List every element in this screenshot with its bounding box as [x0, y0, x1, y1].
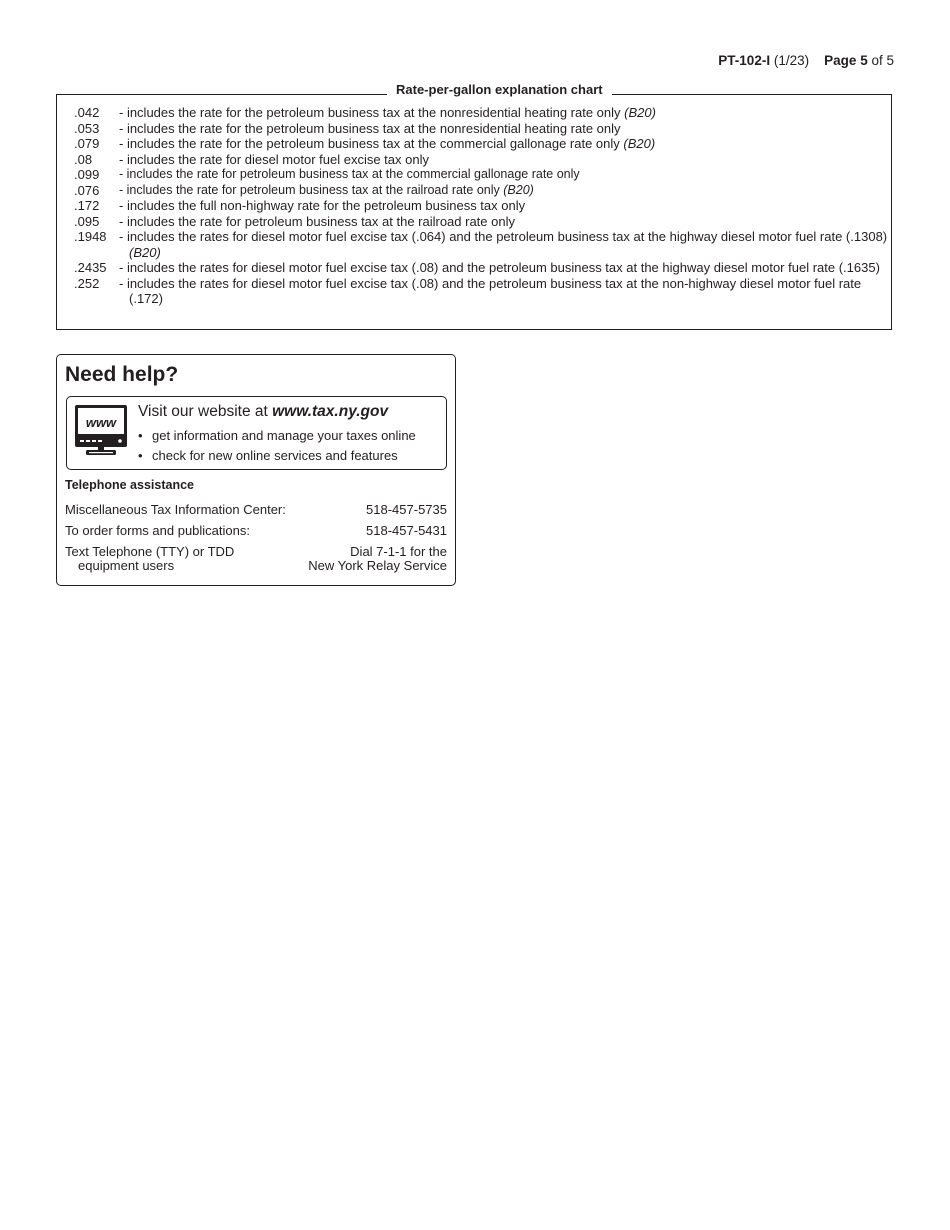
page-label: Page [824, 53, 857, 68]
tty-value-line1: Dial 7-1-1 for the [350, 544, 447, 559]
rate-value: .079 [74, 136, 100, 151]
need-help-title: Need help? [65, 363, 179, 386]
rate-description [119, 276, 891, 307]
contact-row-tty [65, 545, 447, 573]
rate-note: (B20) [503, 182, 534, 197]
rate-description-text: - includes the rate for the petroleum business tax at the nonresidential heating rate only [119, 105, 621, 120]
rate-description-text: - includes the rates for diesel motor fuel excise tax (.08) and the petroleum business tax at the non-highway diesel motor fuel rate (.172) [119, 275, 862, 306]
need-help-box [56, 354, 456, 586]
rate-value: .042 [74, 105, 100, 120]
contact-phone[interactable]: 518-457-5431 [366, 523, 447, 538]
rate-value: .1948 [74, 229, 107, 244]
website-bullets [138, 426, 416, 466]
website-box [66, 396, 447, 470]
rate-description [119, 198, 891, 214]
page-number: 5 [860, 53, 868, 68]
rate-row [57, 276, 891, 307]
rate-row [57, 229, 891, 260]
rate-description-text: - includes the rate for petroleum business tax at the commercial gallonage rate only [119, 167, 580, 181]
bullet-text: get information and manage your taxes online [152, 428, 416, 443]
www-icon-label: www [85, 415, 117, 430]
rate-description [119, 105, 891, 121]
bullet-icon: • [138, 448, 143, 463]
tty-value-line2: New York Relay Service [308, 558, 447, 573]
page-header [718, 53, 894, 68]
website-heading [138, 403, 388, 421]
rate-description-text: - includes the rate for petroleum business tax at the railroad rate only [119, 213, 515, 229]
rate-description-text: - includes the rates for diesel motor fuel excise tax (.064) and the petroleum business tax at the highway diesel motor fuel rate (.1308) [119, 229, 888, 244]
rate-value: .095 [74, 213, 100, 229]
website-link[interactable]: www.tax.ny.gov [272, 403, 389, 420]
tty-value [308, 545, 447, 573]
rate-row [57, 198, 891, 214]
rate-row [57, 183, 891, 199]
list-item [138, 426, 416, 446]
rate-value: .172 [74, 198, 100, 213]
form-id: PT-102-I [718, 53, 771, 68]
rate-value: .08 [74, 151, 93, 167]
rate-note: (B20) [623, 136, 656, 151]
rate-description-text: - includes the full non-highway rate for the petroleum business tax only [119, 198, 526, 213]
rate-description-text: - includes the rate for petroleum business tax at the railroad rate only [119, 182, 500, 197]
rate-chart-title: Rate-per-gallon explanation chart [387, 82, 612, 97]
rate-description [119, 136, 891, 152]
contact-label: To order forms and publications: [65, 523, 250, 538]
rate-value: .099 [74, 167, 100, 182]
rate-chart [56, 82, 892, 330]
form-date: (1/23) [773, 53, 810, 68]
contact-phone[interactable]: 518-457-5735 [366, 502, 447, 517]
rate-row [57, 105, 891, 121]
rate-value: .252 [74, 275, 100, 291]
rate-description [119, 229, 891, 260]
list-item [138, 446, 416, 466]
rate-description [119, 167, 891, 183]
bullet-icon: • [138, 428, 143, 443]
rate-description [119, 260, 891, 276]
rate-description-text: - includes the rate for diesel motor fuel excise tax only [119, 151, 429, 167]
tty-label-line2: equipment users [78, 558, 175, 573]
tty-label [65, 545, 234, 573]
rate-row [57, 136, 891, 152]
rate-value: .2435 [74, 260, 107, 275]
rate-description [119, 121, 891, 137]
rate-description [119, 152, 891, 168]
rate-value: .053 [74, 120, 100, 136]
website-intro: Visit our website at [138, 403, 268, 420]
rate-rows [57, 105, 891, 307]
rate-row [57, 167, 891, 183]
rate-description-text: - includes the rates for diesel motor fuel excise tax (.08) and the petroleum business tax at the highway diesel motor fuel rate (.1635) [119, 260, 880, 275]
page-of: of 5 [871, 53, 894, 68]
rate-row [57, 152, 891, 168]
rate-description-text: - includes the rate for the petroleum business tax at the nonresidential heating rate only [119, 120, 621, 136]
rate-note: (B20) [129, 244, 161, 260]
contact-label: Miscellaneous Tax Information Center: [65, 502, 286, 517]
rate-value: .076 [74, 182, 100, 198]
bullet-text: check for new online services and features [152, 448, 398, 463]
computer-monitor-icon [74, 404, 128, 456]
rate-row [57, 260, 891, 276]
rate-description [119, 183, 891, 199]
tty-label-line1: Text Telephone (TTY) or TDD [65, 544, 235, 559]
rate-row [57, 121, 891, 137]
rate-description [119, 214, 891, 230]
rate-description-text: - includes the rate for the petroleum business tax at the commercial gallonage rate only [119, 136, 620, 151]
rate-row [57, 214, 891, 230]
telephone-heading: Telephone assistance [65, 478, 194, 492]
rate-note: (B20) [624, 105, 656, 120]
